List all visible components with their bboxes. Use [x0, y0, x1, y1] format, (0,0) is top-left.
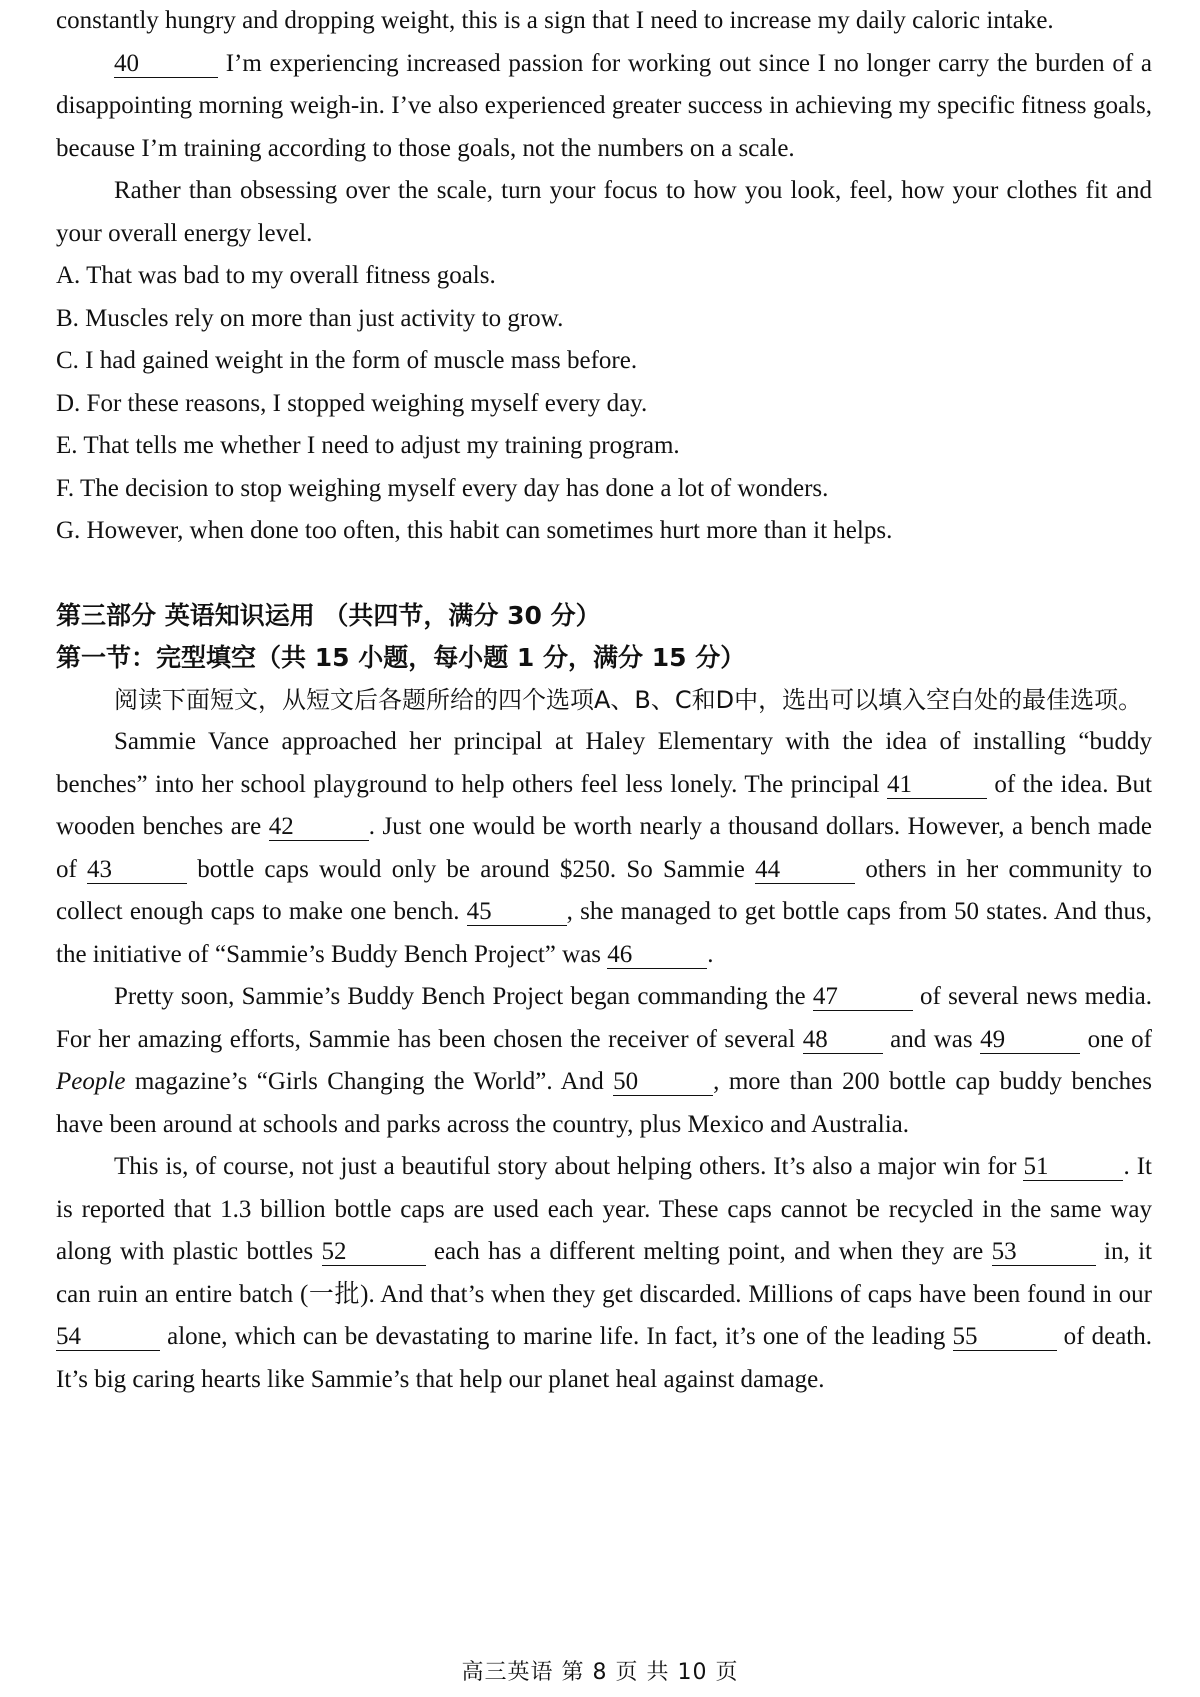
- cloze-text: This is, of course, not just a beautiful story about helping others. It’s also a major win for: [114, 1153, 1024, 1180]
- blank-55: 55: [953, 1324, 1057, 1351]
- cloze-text: magazine’s “Girls Changing the World”. And: [125, 1068, 614, 1095]
- passage-paragraph: constantly hungry and dropping weight, this is a sign that I need to increase my daily caloric intake.: [56, 7, 1054, 34]
- cloze-text: Pretty soon, Sammie’s Buddy Bench Project began commanding the: [114, 983, 813, 1010]
- option-e: E. That tells me whether I need to adjust my training program.: [56, 432, 680, 459]
- blank-52: 52: [322, 1239, 426, 1266]
- option-d: D. For these reasons, I stopped weighing myself every day.: [56, 389, 648, 417]
- part3-heading: 第三部分 英语知识运用 （共四节，满分 30 分）: [56, 600, 601, 630]
- cloze-text: . Just one would be worth nearly a thousand dollars. However, a bench made of: [56, 813, 1152, 883]
- cloze-text: each has a different melting point, and when they are: [425, 1238, 992, 1265]
- cloze-text: one of: [1080, 1025, 1153, 1053]
- blank-44: 44: [755, 857, 855, 884]
- blank-54: 54: [56, 1324, 160, 1351]
- cloze-text: of several news media. For her amazing efforts, Sammie has been chosen the receiver of several: [56, 983, 1152, 1053]
- cloze-text: , she managed to get bottle caps from 50 states. And thus, the initiative of “Sammie’s Buddy Bench Project” was: [56, 898, 1152, 968]
- instructions: 阅读下面短文，从短文后各题所给的四个选项A、B、C和D中，选出可以填入空白处的最佳选项。: [114, 685, 1143, 714]
- cloze-text: in, it can ruin an entire batch (一批). And that’s when they get discarded. Millions of caps have been found in our: [56, 1238, 1153, 1308]
- cloze-text: . It is reported that 1.3 billion bottle caps are used each year. These caps cannot be recycled in the same way along with plastic bottles: [56, 1153, 1152, 1265]
- blank-42: 42: [269, 814, 369, 841]
- option-b: B. Muscles rely on more than just activity to grow.: [56, 304, 564, 332]
- cloze-paragraph-1: [56, 721, 1152, 976]
- cloze-text: bottle caps would only be around $250. So Sammie: [187, 855, 756, 883]
- blank-53: 53: [992, 1239, 1096, 1266]
- blank-49: 49: [980, 1027, 1080, 1054]
- blank-41: 41: [887, 772, 987, 799]
- cloze-text: of death. It’s big caring hearts like Sammie’s that help our planet heal against damage.: [56, 1323, 1152, 1393]
- magazine-name: People: [56, 1068, 126, 1095]
- cloze-text: and was: [882, 1025, 981, 1053]
- passage-paragraph: [56, 43, 1152, 171]
- cloze-text: .: [707, 940, 714, 968]
- option-c: C. I had gained weight in the form of muscle mass before.: [56, 347, 638, 374]
- blank-47: 47: [813, 984, 913, 1011]
- option-f: F. The decision to stop weighing myself every day has done a lot of wonders.: [56, 474, 829, 502]
- document-page: [56, 0, 1152, 1401]
- cloze-text: Sammie Vance approached her principal at Haley Elementary with the idea of installing “buddy benches” into her school playground to help others feel less lonely. The principal: [56, 728, 1152, 798]
- passage-text: I’m experiencing increased passion for working out since I no longer carry the burden of a disappointing morning weigh-in. I’ve also experienced greater success in achieving my specific fitness goals, because I’m training according to those goals, not the numbers on a scale.: [56, 49, 1152, 162]
- blank-48: 48: [803, 1027, 883, 1054]
- blank-40: 40: [114, 51, 218, 78]
- option-a: A. That was bad to my overall fitness goals.: [56, 262, 496, 289]
- blank-43: 43: [87, 857, 187, 884]
- blank-50: 50: [613, 1069, 713, 1096]
- cloze-text: , more than 200 bottle cap buddy benches have been around at schools and parks across the country, plus Mexico and Australia.: [56, 1068, 1152, 1138]
- cloze-paragraph-2: [56, 976, 1152, 1146]
- blank-51: 51: [1023, 1154, 1123, 1181]
- blank-45: 45: [467, 899, 567, 926]
- cloze-text: others in her community to collect enough caps to make one bench.: [56, 855, 1152, 925]
- cloze-paragraph-3: [56, 1146, 1152, 1401]
- option-g: G. However, when done too often, this habit can sometimes hurt more than it helps.: [56, 517, 893, 544]
- section1-heading: 第一节：完型填空（共 15 小题，每小题 1 分，满分 15 分）: [56, 642, 746, 672]
- cloze-text: alone, which can be devastating to marine life. In fact, it’s one of the leading: [160, 1323, 953, 1350]
- page-footer: 高三英语 第 8 页 共 10 页: [461, 1660, 739, 1685]
- cloze-text: of the idea. But wooden benches are: [56, 770, 1152, 840]
- blank-46: 46: [607, 942, 707, 969]
- passage-paragraph: Rather than obsessing over the scale, turn your focus to how you look, feel, how your clothes fit and your overall energy level.: [56, 177, 1152, 247]
